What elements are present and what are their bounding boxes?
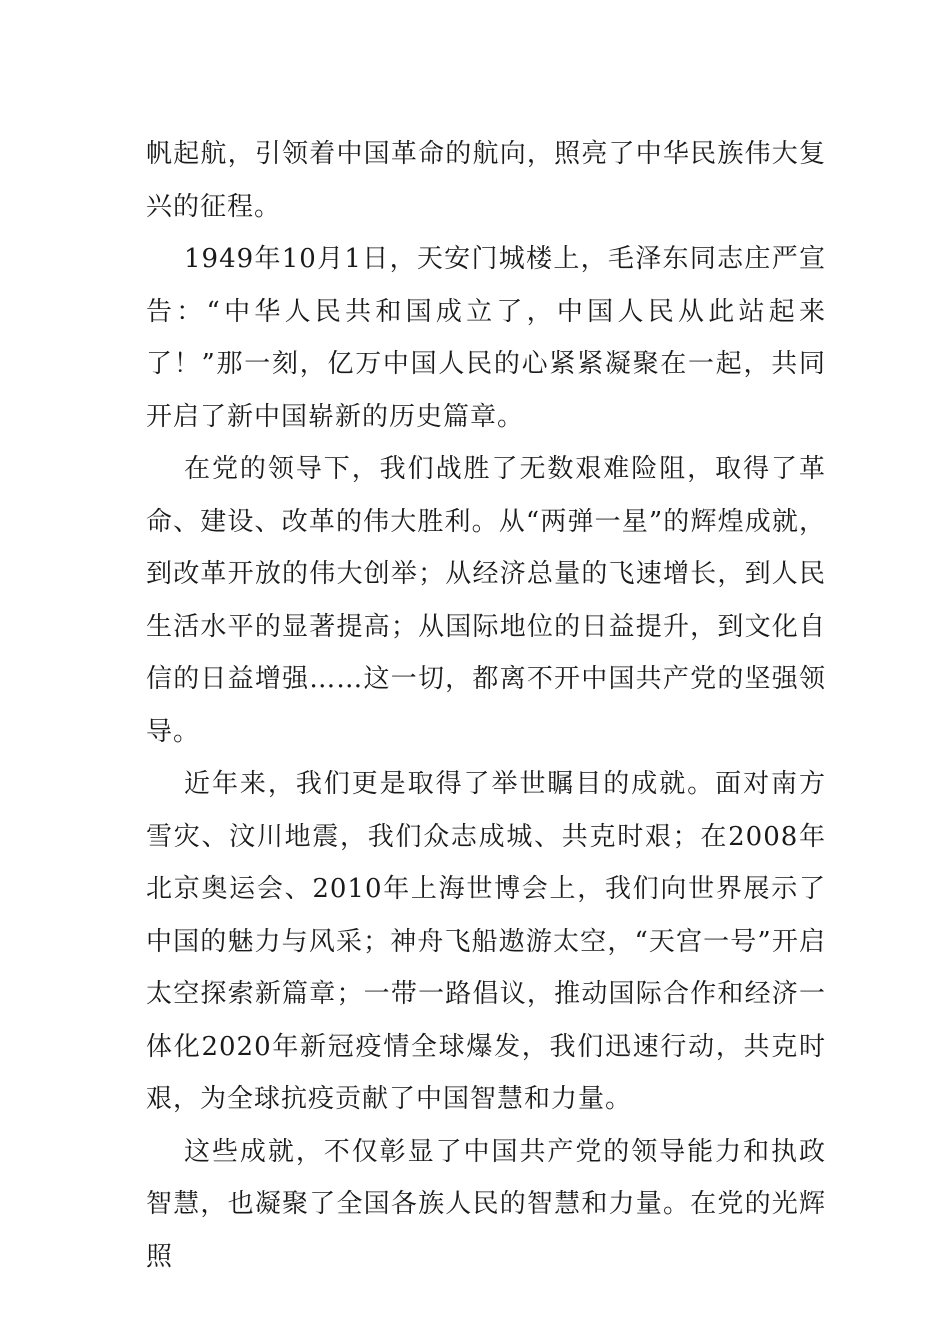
paragraph-continuation: 帆起航，引领着中国革命的航向，照亮了中华民族伟大复兴的征程。 bbox=[146, 139, 826, 222]
paragraph-conclusion: 这些成就，不仅彰显了中国共产党的领导能力和执政智慧，也凝聚了全国各族人民的智慧和力量。在党的光辉照 bbox=[146, 1136, 826, 1272]
paragraph-leadership: 在党的领导下，我们战胜了无数艰难险阻，取得了革命、建设、改革的伟大胜利。从“两弹一星”的辉煌成就，到改革开放的伟大创举；从经济总量的飞速增长，到人民生活水平的显著提高；从国际地位的日益提升，到文化自信的日益增强……这一切，都离不开中国共产党的坚强领导。 bbox=[146, 454, 826, 747]
body-text bbox=[146, 128, 826, 1283]
paragraph-founding: 1949年10月1日，天安门城楼上，毛泽东同志庄严宣告：“中华人民共和国成立了，中国人民从此站起来了！”那一刻，亿万中国人民的心紧紧凝聚在一起，共同开启了新中国崭新的历史篇章。 bbox=[146, 244, 826, 432]
paragraph-recent-achievements: 近年来，我们更是取得了举世瞩目的成就。面对南方雪灾、汶川地震，我们众志成城、共克时艰；在2008年北京奥运会、2010年上海世博会上，我们向世界展示了中国的魅力与风采；神舟飞船遨游太空，“天宫一号”开启太空探索新篇章；一带一路倡议，推动国际合作和经济一体化2020年新冠疫情全球爆发，我们迅速行动，共克时艰，为全球抗疫贡献了中国智慧和力量。 bbox=[146, 769, 826, 1114]
